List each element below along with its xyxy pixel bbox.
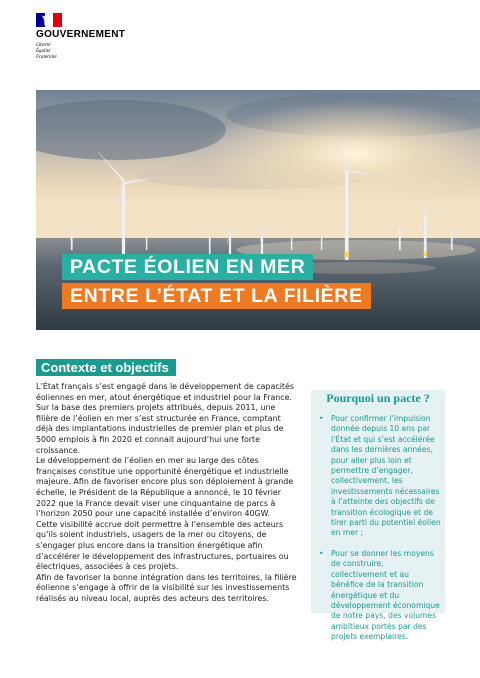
body-paragraph: Cette visibilité accrue doit permettre à l’ensemble des acteurs qu’ils soient industriels, usagers de la mer ou citoyens, de s’engager plus encore dans la transition énergétique afin d’accélérer le développement des infrastructures, portuaires ou électriques, associées à ces projets. <box>36 519 289 572</box>
section-heading: Contexte et objectifs <box>36 359 176 376</box>
logo-wordmark: GOUVERNEMENT <box>36 29 126 40</box>
body-paragraph: Le développement de l’éolien en mer au large des côtes françaises constitue une opportunité énergétique et industrielle majeure. Afin de favoriser encore plus son déploiement à grande échelle, le Président de la République a annoncé, le 10 février 2022 que la France devait viser une cinquantaine de parcs à l’horizon 2050 pour une capacité installée d’environ 40GW. <box>36 456 294 519</box>
body-text <box>36 382 300 604</box>
bullet-icon: • <box>319 414 324 423</box>
motto-liberte: Liberté <box>36 43 51 48</box>
sidebar-title: Pourquoi un pacte ? <box>326 391 430 405</box>
sidebar-list-item <box>319 549 441 643</box>
marianne-flag-icon <box>36 13 62 27</box>
motto-fraternite: Fraternité <box>36 55 57 60</box>
body-paragraph: Afin de favoriser la bonne intégration dans les territoires, la filière éolienne s’engage à offrir de la visibilité sur les investissements réalisés au niveau local, auprès des acteurs des territoires. <box>36 572 297 603</box>
sidebar-item-text: Pour se donner les moyens de construire, collectivement et au bénéfice de la transition énergétique et du développement économique de notre pays, des volumes ambitieux portés par des projets exemplaires. <box>331 548 440 642</box>
body-paragraph: Sur la base des premiers projets attribués, depuis 2011, une filière de l’éolien en mer s’est structurée en France, comptant déjà des implantations industrielles de premier plan et plus de 5000 emplois à fin 2020 et connait aujourd’hui une forte croissance. <box>36 403 284 455</box>
republic-motto <box>36 43 57 61</box>
sidebar-list-item <box>319 414 441 539</box>
hero-title-line-2: ENTRE L’ÉTAT ET LA FILIÈRE <box>62 283 371 309</box>
motto-egalite: Égalité <box>36 49 51 54</box>
bullet-icon: • <box>319 548 324 558</box>
sidebar-box <box>311 390 445 642</box>
sidebar-list <box>319 414 441 653</box>
sidebar-item-text: Pour confirmer l’impulsion donnée depuis 10 ans par l’État et qui s’est accélérée dans les dernières années, pour aller plus loin et permettre d’engager, collectivement, les investissements nécessaires à l’atteinte des objectifs de transition écologique et de tirer parti du potentiel éolien en mer ; <box>331 414 441 538</box>
hero-title-line-1: PACTE ÉOLIEN EN MER <box>62 254 313 280</box>
body-paragraph: L’État français s’est engagé dans le développement de capacités éoliennes en mer, atout énergétique et industriel pour la France. <box>36 382 294 402</box>
